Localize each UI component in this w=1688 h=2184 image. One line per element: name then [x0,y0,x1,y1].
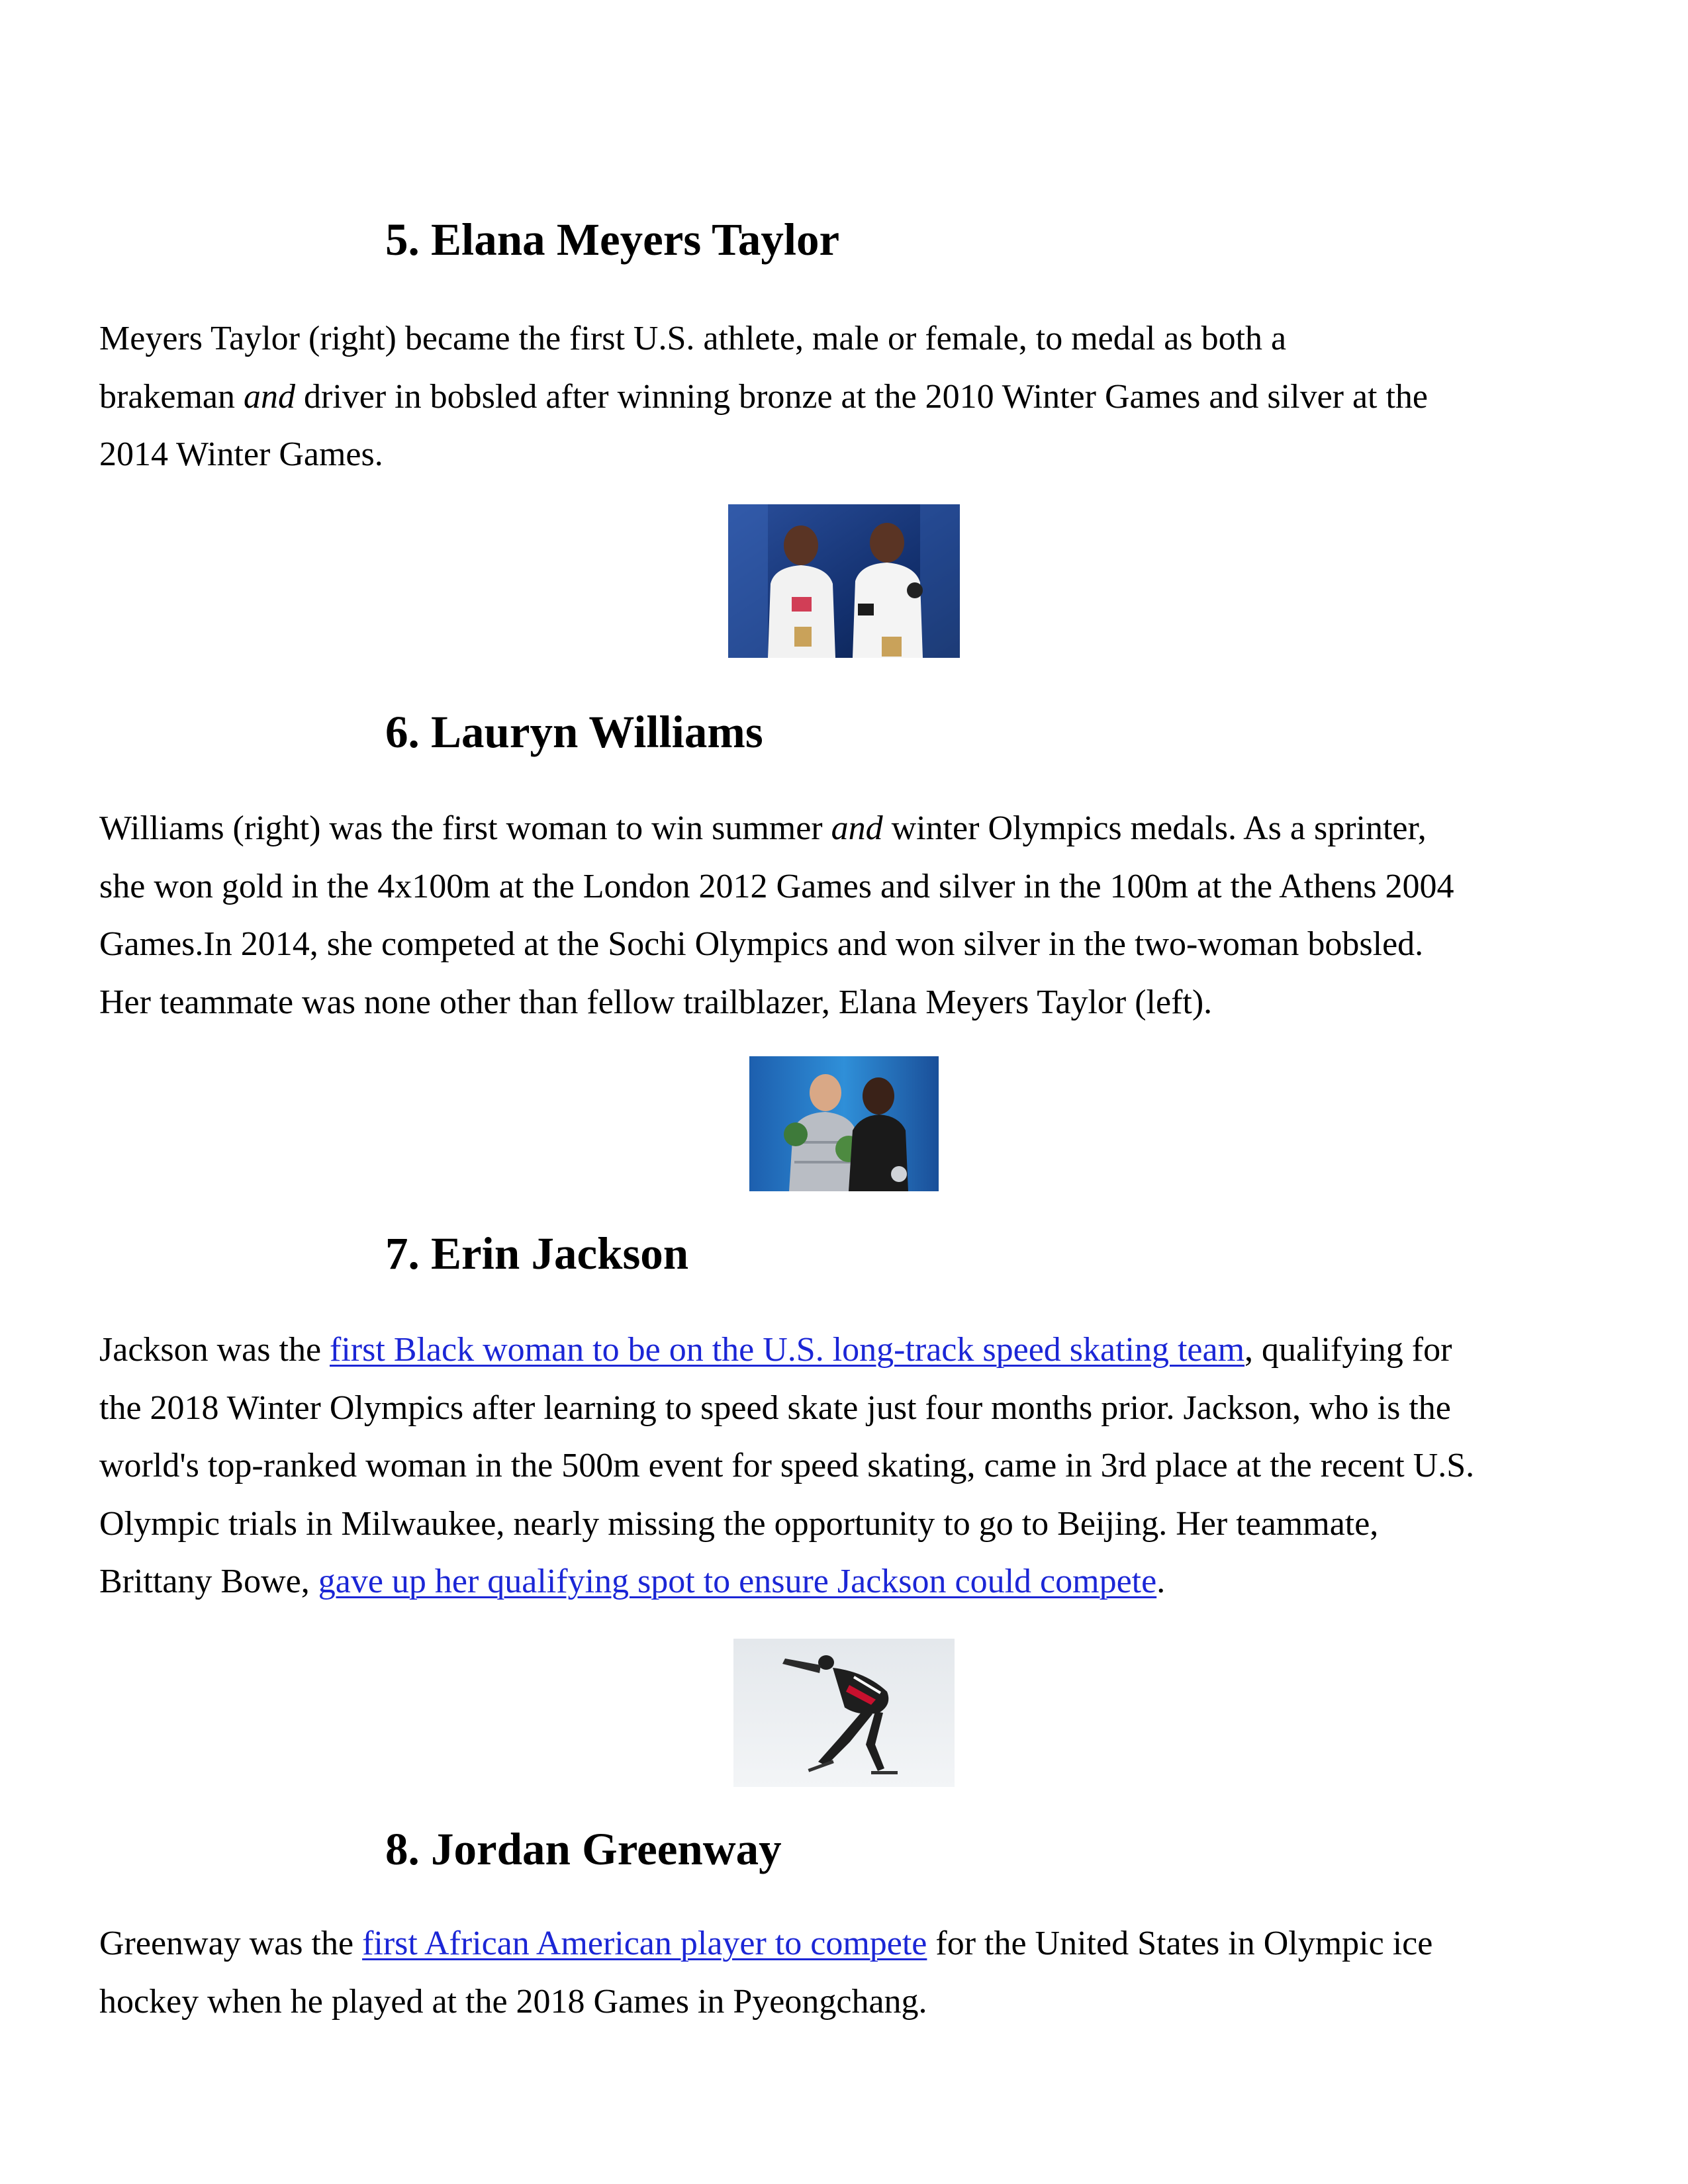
text-line [99,1321,1602,1379]
text-run: Jackson was the [99,1331,330,1369]
link-speed-skating-team[interactable]: first Black woman to be on the U.S. long-track speed skating team [330,1331,1245,1369]
text-line: Meyers Taylor (right) became the first U.S. athlete, male or female, to medal as both a [99,320,1287,357]
paragraph-lauryn-williams [99,799,1602,1031]
text-line [99,1915,1602,1973]
emphasis-text: and [831,809,883,847]
link-qualifying-spot[interactable]: gave up her qualifying spot to ensure Jackson could compete [318,1563,1157,1600]
paragraph-elana-meyers-taylor [99,310,1602,484]
text-line [99,799,1602,858]
text-run: Brittany Bowe, [99,1563,318,1600]
paragraph-jordan-greenway [99,1915,1602,2030]
link-african-american-player[interactable]: first African American player to compete [362,1925,927,1962]
text-run: brakeman [99,377,244,416]
paragraph-erin-jackson [99,1321,1602,1611]
text-line [99,1553,1602,1611]
text-run: . [1156,1563,1166,1600]
text-line: Games.In 2014, she competed at the Sochi Olympics and won silver in the two-woman bobsled. [99,925,1424,963]
heading-jordan-greenway: 8. Jordan Greenway [385,1824,782,1874]
text-run: Greenway was the [99,1925,363,1962]
text-line: she won gold in the 4x100m at the London 2012 Games and silver in the 100m at the Athens 2004 [99,867,1454,905]
text-line: Her teammate was none other than fellow trailblazer, Elana Meyers Taylor (left). [99,983,1213,1021]
text-run: driver in bobsled after winning bronze at the 2010 Winter Games and silver at the [295,377,1429,416]
heading-lauryn-williams: 6. Lauryn Williams [385,707,763,757]
text-run: , qualifying for [1244,1331,1452,1369]
heading-elana-meyers-taylor: 5. Elana Meyers Taylor [385,214,840,265]
text-line: Olympic trials in Milwaukee, nearly missing the opportunity to go to Beijing. Her teammate, [99,1504,1379,1543]
speed-skater-photo [733,1639,955,1787]
text-line [99,368,1602,426]
text-line: hockey when he played at the 2018 Games in Pyeongchang. [99,1982,927,2021]
text-line: world's top-ranked woman in the 500m event for speed skating, came in 3rd place at the recent U.S. [99,1447,1475,1484]
text-run: Williams (right) was the first woman to win summer [99,809,831,847]
text-run: for the United States in Olympic ice [927,1925,1433,1962]
emphasis-text: and [244,377,296,416]
text-run: winter Olympics medals. As a sprinter, [882,809,1427,847]
text-line: the 2018 Winter Olympics after learning to speed skate just four months prior. Jackson, who is the [99,1388,1451,1427]
heading-erin-jackson: 7. Erin Jackson [385,1228,689,1279]
medal-ceremony-photo [728,504,960,658]
bobsled-podium-photo [749,1056,939,1191]
text-line: 2014 Winter Games. [99,435,383,473]
